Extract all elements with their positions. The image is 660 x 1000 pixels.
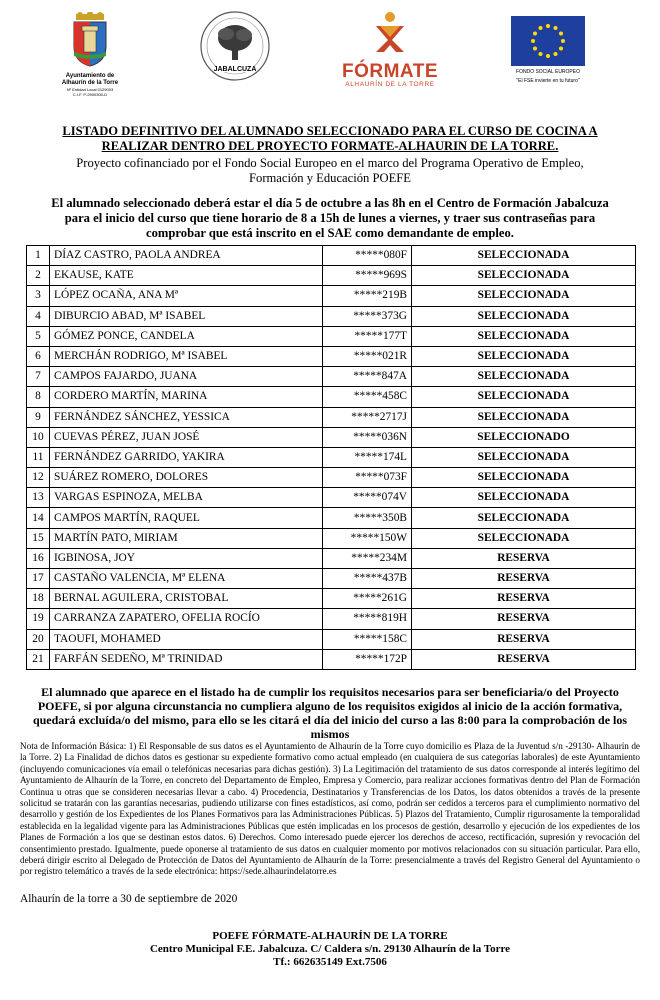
selection-status: SELECCIONADA <box>412 306 636 326</box>
student-name: DIBURCIO ABAD, Mª ISABEL <box>50 306 323 326</box>
coat-of-arms-icon <box>68 12 112 68</box>
selection-status: RESERVA <box>412 609 636 629</box>
row-number: 3 <box>27 286 50 306</box>
requirements-note: El alumnado que aparece en el listado ha de cumplir los requisitos necesarios para ser beneficiaria/o del Proyecto POEFE, si por alguna circunstancia no cumpliera alguno de los requisitos exigidos al inicio de la acción formativa, quedará excluída/o del mismo, para ello se les citará el día del inicio del curso a las 8:00 para la comprobación de los mismos <box>32 685 628 741</box>
row-number: 4 <box>27 306 50 326</box>
student-name: CUEVAS PÉREZ, JUAN JOSÉ <box>50 427 323 447</box>
selection-status: SELECCIONADA <box>412 468 636 488</box>
student-name: CAMPOS MARTÍN, RAQUEL <box>50 508 323 528</box>
row-number: 7 <box>27 367 50 387</box>
document-subtitle <box>20 156 640 186</box>
student-id: *****350B <box>323 508 412 528</box>
row-number: 6 <box>27 346 50 366</box>
data-protection-note: Nota de Información Básica: 1) El Responsable de sus datos es el Ayuntamiento de Alhaurín de la Torre cuyo domicilio es Plaza de la Juventud s/n -29130- Alhaurín de la Torre. 2) La Finalidad de dichos datos es gestionar su expediente formativo como actual empleado (en cualquiera de sus categorías laborales) de este Ayuntamiento (incluyendo comunicaciones vía email o telefónicas necesarias para dichas gestión). 3) La Legitimación del tratamiento de sus datos corresponde al interés legítimo del Ayuntamiento de Alhaurín de la Torre, en concreto del Departamento de Empleo, Empresa y Comercio, para realizar acciones formativas dentro del Plan de Formación Continua u otras que se consideren necesarias llevar a cabo. 4) Procedencia, Destinatarios y Transferencias de los Datos, los datos obtenidos a través de la presente solicitud se tratarán con las garantías necesarias, pudiendo utilizarse con fines estadísticos, así como, podrán ser cedidos a terceros para el cumplimiento normativo del desarrollo y gestión de los Expedientes de los Planes Formativos para las Administraciones Públicas. 5) Plazos del Tratamiento, Cumplir rigurosamente la temporalidad establecida en la legalidad vigente para las Administraciones Públicas que estén implicadas en los procesos de gestión, desarrollo y ejecución de los expedientes de los Planes de Formación a los que se destinan estos datos. 6) Derechos. Como interesado puede ejercer los derechos de acceso, rectificación, supresión y revocación del consentimiento prestado. Igualmente, puede oponerse al tratamiento de sus datos en cualquier momento por motivos relacionados con su situación particular. Para ello, deberá dirigir escrito al Delegado de Protección de Datos del Ayuntamiento de Alhaurín de la Torre: presencialmente a través del Registro General del Ayuntamiento o por registro telemático a través de la sede electrónica: https://sede.alhaurindelatorre.es <box>20 741 640 877</box>
row-number: 13 <box>27 488 50 508</box>
subtitle-line-1: Proyecto cofinanciado por el Fondo Social Europeo en el marco del Programa Operativo de Empleo, <box>76 156 584 170</box>
student-name: IGBINOSA, JOY <box>50 548 323 568</box>
student-name: VARGAS ESPINOZA, MELBA <box>50 488 323 508</box>
selection-status: SELECCIONADA <box>412 508 636 528</box>
table-row <box>27 548 636 568</box>
table-row <box>27 649 636 669</box>
selection-status: SELECCIONADA <box>412 346 636 366</box>
student-id: *****969S <box>323 266 412 286</box>
row-number: 21 <box>27 649 50 669</box>
table-row <box>27 569 636 589</box>
ayuntamiento-logo-line4: C.I.F. P-2900300-D <box>72 92 108 97</box>
row-number: 19 <box>27 609 50 629</box>
student-name: FERNÁNDEZ SÁNCHEZ, YESSICA <box>50 407 323 427</box>
footer-project: POEFE FÓRMATE-ALHAURÍN DE LA TORRE <box>212 930 448 942</box>
selection-status: SELECCIONADA <box>412 367 636 387</box>
student-id: *****219B <box>323 286 412 306</box>
selection-status: RESERVA <box>412 629 636 649</box>
student-name: CASTAÑO VALENCIA, Mª ELENA <box>50 569 323 589</box>
selection-status: SELECCIONADA <box>412 387 636 407</box>
selection-status: RESERVA <box>412 548 636 568</box>
table-row <box>27 508 636 528</box>
student-id: *****080F <box>323 246 412 266</box>
table-row <box>27 609 636 629</box>
formate-figure-icon <box>370 10 410 54</box>
student-name: MERCHÁN RODRIGO, Mª ISABEL <box>50 346 323 366</box>
table-row <box>27 468 636 488</box>
student-id: *****158C <box>323 629 412 649</box>
student-name: CORDERO MARTÍN, MARINA <box>50 387 323 407</box>
footer-address: Centro Municipal F.E. Jabalcuza. C/ Caldera s/n. 29130 Alhaurín de la Torre <box>149 943 511 956</box>
student-name: DÍAZ CASTRO, PAOLA ANDREA <box>50 246 323 266</box>
selection-status: SELECCIONADA <box>412 488 636 508</box>
document-title <box>20 124 640 154</box>
row-number: 5 <box>27 326 50 346</box>
notice-line-2: para el inicio del curso que tiene horario de 8 a 15h de lunes a viernes, y traer sus contraseñas para <box>64 211 596 225</box>
selection-status: RESERVA <box>412 649 636 669</box>
table-row <box>27 346 636 366</box>
selection-status: RESERVA <box>412 569 636 589</box>
student-id: *****373G <box>323 306 412 326</box>
row-number: 16 <box>27 548 50 568</box>
student-name: FARFÁN SEDEÑO, Mª TRINIDAD <box>50 649 323 669</box>
student-id: *****073F <box>323 468 412 488</box>
table-row <box>27 306 636 326</box>
table-row <box>27 266 636 286</box>
selection-status: SELECCIONADA <box>412 266 636 286</box>
student-id: *****021R <box>323 346 412 366</box>
student-id: *****174L <box>323 447 412 467</box>
table-row <box>27 488 636 508</box>
student-id: *****036N <box>323 427 412 447</box>
row-number: 8 <box>27 387 50 407</box>
student-name: LÓPEZ OCAÑA, ANA Mª <box>50 286 323 306</box>
table-row <box>27 326 636 346</box>
date-line: Alhaurín de la torre a 30 de septiembre de 2020 <box>20 893 238 905</box>
formate-subtitle: ALHAURÍN DE LA TORRE <box>345 81 435 88</box>
jabalcuza-logo-text: JABALCUZA <box>213 66 257 73</box>
row-number: 20 <box>27 629 50 649</box>
eu-flag-icon <box>511 16 585 66</box>
table-row <box>27 447 636 467</box>
tree-seal-icon <box>198 10 272 88</box>
row-number: 11 <box>27 447 50 467</box>
table-row <box>27 387 636 407</box>
table-row <box>27 427 636 447</box>
ayuntamiento-logo <box>42 10 138 97</box>
start-notice <box>20 196 640 241</box>
footer <box>20 930 640 970</box>
student-id: *****234M <box>323 548 412 568</box>
student-id: *****437B <box>323 569 412 589</box>
table-row <box>27 528 636 548</box>
row-number: 10 <box>27 427 50 447</box>
logo-bar <box>0 10 660 105</box>
selection-status: RESERVA <box>412 589 636 609</box>
table-row <box>27 246 636 266</box>
ayuntamiento-logo-line2: Alhaurín de la Torre <box>61 80 119 86</box>
student-id: *****847A <box>323 367 412 387</box>
student-name: SUÁREZ ROMERO, DOLORES <box>50 468 323 488</box>
row-number: 2 <box>27 266 50 286</box>
table-row <box>27 407 636 427</box>
selection-status: SELECCIONADA <box>412 286 636 306</box>
row-number: 14 <box>27 508 50 528</box>
student-name: FERNÁNDEZ GARRIDO, YAKIRA <box>50 447 323 467</box>
table-row <box>27 629 636 649</box>
eu-logo <box>508 10 588 84</box>
selection-status: SELECCIONADA <box>412 528 636 548</box>
selection-status: SELECCIONADA <box>412 407 636 427</box>
subtitle-line-2: Formación y Educación POEFE <box>249 171 411 185</box>
selection-status: SELECCIONADA <box>412 447 636 467</box>
student-id: *****458C <box>323 387 412 407</box>
student-id: *****150W <box>323 528 412 548</box>
selection-status: SELECCIONADA <box>412 246 636 266</box>
row-number: 15 <box>27 528 50 548</box>
eu-logo-line1: FONDO SOCIAL EUROPEO <box>516 69 580 75</box>
title-line-1: LISTADO DEFINITIVO DEL ALUMNADO SELECCIONADO PARA EL CURSO DE COCINA A <box>62 124 598 138</box>
table-row <box>27 589 636 609</box>
ayuntamiento-logo-line1: Ayuntamiento de <box>65 73 115 79</box>
jabalcuza-logo <box>198 10 272 88</box>
selection-status: SELECCIONADA <box>412 326 636 346</box>
formate-wordmark: FÓRMATE <box>341 61 439 82</box>
title-line-2: REALIZAR DENTRO DEL PROYECTO FORMATE-ALHAURIN DE LA TORRE. <box>101 139 559 153</box>
row-number: 17 <box>27 569 50 589</box>
ayuntamiento-logo-line3: Nº Entidad Local 0129003 <box>66 87 114 92</box>
students-table <box>26 245 636 670</box>
student-name: BERNAL AGUILERA, CRISTOBAL <box>50 589 323 609</box>
table-row <box>27 367 636 387</box>
formate-logo <box>330 10 450 88</box>
selection-status: SELECCIONADO <box>412 427 636 447</box>
eu-logo-line2: "El FSE invierte en tu futuro" <box>516 78 580 84</box>
notice-line-3: comprobar que está inscrito en el SAE como demandante de empleo. <box>146 226 514 240</box>
student-id: *****074V <box>323 488 412 508</box>
student-name: EKAUSE, KATE <box>50 266 323 286</box>
student-id: *****172P <box>323 649 412 669</box>
row-number: 9 <box>27 407 50 427</box>
student-name: CARRANZA ZAPATERO, OFELIA ROCÍO <box>50 609 323 629</box>
student-id: *****819H <box>323 609 412 629</box>
student-id: *****177T <box>323 326 412 346</box>
student-id: *****261G <box>323 589 412 609</box>
row-number: 12 <box>27 468 50 488</box>
row-number: 18 <box>27 589 50 609</box>
student-name: CAMPOS FAJARDO, JUANA <box>50 367 323 387</box>
student-id: *****2717J <box>323 407 412 427</box>
footer-phone: Tf.: 662635149 Ext.7506 <box>273 956 387 969</box>
student-name: TAOUFI, MOHAMED <box>50 629 323 649</box>
student-name: GÓMEZ PONCE, CANDELA <box>50 326 323 346</box>
row-number: 1 <box>27 246 50 266</box>
table-row <box>27 286 636 306</box>
student-name: MARTÍN PATO, MIRIAM <box>50 528 323 548</box>
notice-line-1: El alumnado seleccionado deberá estar el día 5 de octubre a las 8h en el Centro de Formación Jabalcuza <box>51 196 609 210</box>
